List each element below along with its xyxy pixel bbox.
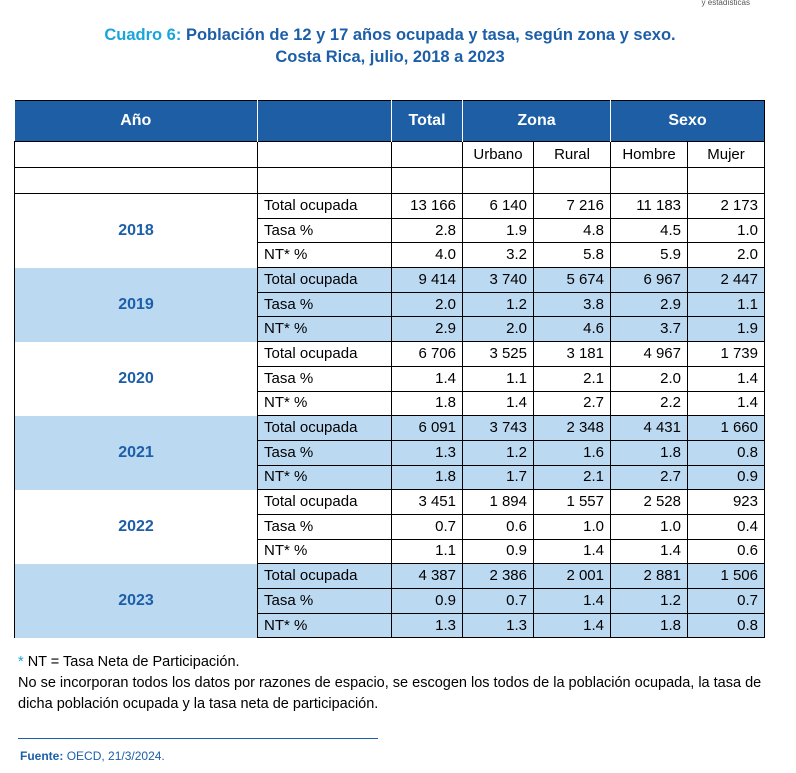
title-line-1: Población de 12 y 17 años ocupada y tasa, según zona y sexo. — [185, 26, 676, 44]
header-rural: Rural — [534, 142, 611, 168]
mujer-cell: 0.8 — [688, 440, 765, 465]
indicator-cell: Total ocupada — [258, 268, 392, 293]
hombre-cell: 5.9 — [611, 243, 688, 268]
rural-cell: 3.8 — [534, 292, 611, 317]
rural-cell: 5 674 — [534, 268, 611, 293]
header-year: Año — [15, 101, 258, 142]
urbano-cell: 0.6 — [463, 514, 534, 539]
total-cell: 1.8 — [392, 391, 463, 416]
urbano-cell: 1.1 — [463, 366, 534, 391]
header-row-2 — [15, 142, 765, 168]
urbano-cell: 0.9 — [463, 539, 534, 564]
rural-cell: 2 348 — [534, 416, 611, 441]
year-cell: 2018 — [15, 194, 258, 268]
hombre-cell: 6 967 — [611, 268, 688, 293]
table-row — [15, 490, 765, 515]
total-cell: 9 414 — [392, 268, 463, 293]
hombre-cell: 2 528 — [611, 490, 688, 515]
spacer-row — [15, 168, 765, 194]
indicator-cell: NT* % — [258, 539, 392, 564]
table-title — [0, 24, 780, 68]
year-cell: 2022 — [15, 490, 258, 564]
notes — [18, 652, 780, 715]
year-cell: 2020 — [15, 342, 258, 416]
indicator-cell: Tasa % — [258, 440, 392, 465]
hombre-cell: 1.4 — [611, 539, 688, 564]
header-sexo: Sexo — [611, 101, 765, 142]
mujer-cell: 1 506 — [688, 564, 765, 589]
mujer-cell: 1 660 — [688, 416, 765, 441]
hombre-cell: 1.8 — [611, 440, 688, 465]
total-cell: 1.4 — [392, 366, 463, 391]
mujer-cell: 2 173 — [688, 194, 765, 219]
indicator-cell: Tasa % — [258, 292, 392, 317]
mujer-cell: 1.1 — [688, 292, 765, 317]
header-total: Total — [392, 101, 463, 142]
table-row — [15, 342, 765, 367]
mujer-cell: 0.7 — [688, 589, 765, 614]
urbano-cell: 0.7 — [463, 589, 534, 614]
hombre-cell: 11 183 — [611, 194, 688, 219]
hombre-cell: 1.8 — [611, 613, 688, 638]
mujer-cell: 0.4 — [688, 514, 765, 539]
note-paragraph: No se incorporan todos los datos por razones de espacio, se escogen los todos de la población ocupada, la tasa de dicha población ocupada y la tasa neta de participación. — [18, 675, 762, 712]
urbano-cell: 3 525 — [463, 342, 534, 367]
rural-cell: 1.0 — [534, 514, 611, 539]
rural-cell: 1.4 — [534, 589, 611, 614]
mujer-cell: 923 — [688, 490, 765, 515]
urbano-cell: 2 386 — [463, 564, 534, 589]
indicator-cell: Total ocupada — [258, 342, 392, 367]
data-table — [14, 100, 765, 638]
footnote — [18, 652, 780, 673]
hombre-cell: 1.0 — [611, 514, 688, 539]
total-cell: 3 451 — [392, 490, 463, 515]
rural-cell: 1 557 — [534, 490, 611, 515]
indicator-cell: Total ocupada — [258, 490, 392, 515]
source-text: OECD, 21/3/2024. — [66, 749, 165, 763]
hombre-cell: 2.2 — [611, 391, 688, 416]
mujer-cell: 1.4 — [688, 366, 765, 391]
header-zona: Zona — [463, 101, 611, 142]
urbano-cell: 1.3 — [463, 613, 534, 638]
rural-cell: 2.1 — [534, 366, 611, 391]
mujer-cell: 0.9 — [688, 465, 765, 490]
header-row-1 — [15, 101, 765, 142]
hombre-cell: 2 881 — [611, 564, 688, 589]
rural-cell: 1.4 — [534, 613, 611, 638]
total-cell: 0.9 — [392, 589, 463, 614]
total-cell: 1.3 — [392, 613, 463, 638]
hombre-cell: 2.0 — [611, 366, 688, 391]
mujer-cell: 2.0 — [688, 243, 765, 268]
indicator-cell: Tasa % — [258, 366, 392, 391]
table-row — [15, 194, 765, 219]
total-cell: 1.1 — [392, 539, 463, 564]
rural-cell: 2.7 — [534, 391, 611, 416]
rural-cell: 2.1 — [534, 465, 611, 490]
urbano-cell: 3.2 — [463, 243, 534, 268]
title-label: Cuadro 6: — [104, 26, 182, 44]
urbano-cell: 2.0 — [463, 317, 534, 342]
total-cell: 1.8 — [392, 465, 463, 490]
mujer-cell: 1.4 — [688, 391, 765, 416]
rural-cell: 4.8 — [534, 218, 611, 243]
total-cell: 13 166 — [392, 194, 463, 219]
hombre-cell: 2.9 — [611, 292, 688, 317]
rural-cell: 2 001 — [534, 564, 611, 589]
header-urbano: Urbano — [463, 142, 534, 168]
mujer-cell: 0.8 — [688, 613, 765, 638]
indicator-cell: NT* % — [258, 465, 392, 490]
header-indicator — [258, 101, 392, 142]
indicator-cell: Tasa % — [258, 514, 392, 539]
hombre-cell: 2.7 — [611, 465, 688, 490]
urbano-cell: 1.2 — [463, 440, 534, 465]
year-cell: 2019 — [15, 268, 258, 342]
rural-cell: 1.4 — [534, 539, 611, 564]
urbano-cell: 1.7 — [463, 465, 534, 490]
indicator-cell: Total ocupada — [258, 564, 392, 589]
corner-logo-text: y estadísticas — [701, 0, 750, 7]
total-cell: 1.3 — [392, 440, 463, 465]
hombre-cell: 4 967 — [611, 342, 688, 367]
urbano-cell: 6 140 — [463, 194, 534, 219]
indicator-cell: NT* % — [258, 243, 392, 268]
table-row — [15, 268, 765, 293]
rural-cell: 1.6 — [534, 440, 611, 465]
total-cell: 2.0 — [392, 292, 463, 317]
indicator-cell: NT* % — [258, 317, 392, 342]
table-row — [15, 416, 765, 441]
mujer-cell: 1.9 — [688, 317, 765, 342]
total-cell: 6 706 — [392, 342, 463, 367]
total-cell: 6 091 — [392, 416, 463, 441]
year-cell: 2023 — [15, 564, 258, 638]
total-cell: 0.7 — [392, 514, 463, 539]
total-cell: 2.9 — [392, 317, 463, 342]
urbano-cell: 3 743 — [463, 416, 534, 441]
hombre-cell: 3.7 — [611, 317, 688, 342]
footnote-asterisk: * — [18, 654, 24, 670]
hombre-cell: 4.5 — [611, 218, 688, 243]
source-divider — [18, 738, 378, 739]
total-cell: 4 387 — [392, 564, 463, 589]
urbano-cell: 1 894 — [463, 490, 534, 515]
indicator-cell: NT* % — [258, 613, 392, 638]
header-mujer: Mujer — [688, 142, 765, 168]
indicator-cell: Total ocupada — [258, 194, 392, 219]
hombre-cell: 1.2 — [611, 589, 688, 614]
indicator-cell: NT* % — [258, 391, 392, 416]
footnote-text: NT = Tasa Neta de Participación. — [27, 654, 240, 670]
indicator-cell: Tasa % — [258, 589, 392, 614]
mujer-cell: 2 447 — [688, 268, 765, 293]
urbano-cell: 3 740 — [463, 268, 534, 293]
table-row — [15, 564, 765, 589]
header-hombre: Hombre — [611, 142, 688, 168]
total-cell: 2.8 — [392, 218, 463, 243]
rural-cell: 7 216 — [534, 194, 611, 219]
urbano-cell: 1.4 — [463, 391, 534, 416]
mujer-cell: 1.0 — [688, 218, 765, 243]
rural-cell: 3 181 — [534, 342, 611, 367]
indicator-cell: Tasa % — [258, 218, 392, 243]
mujer-cell: 1 739 — [688, 342, 765, 367]
total-cell: 4.0 — [392, 243, 463, 268]
indicator-cell: Total ocupada — [258, 416, 392, 441]
hombre-cell: 4 431 — [611, 416, 688, 441]
rural-cell: 5.8 — [534, 243, 611, 268]
year-cell: 2021 — [15, 416, 258, 490]
mujer-cell: 0.6 — [688, 539, 765, 564]
title-line-2: Costa Rica, julio, 2018 a 2023 — [275, 48, 505, 66]
urbano-cell: 1.9 — [463, 218, 534, 243]
urbano-cell: 1.2 — [463, 292, 534, 317]
rural-cell: 4.6 — [534, 317, 611, 342]
source-line — [20, 749, 165, 763]
source-label: Fuente: — [20, 749, 64, 763]
